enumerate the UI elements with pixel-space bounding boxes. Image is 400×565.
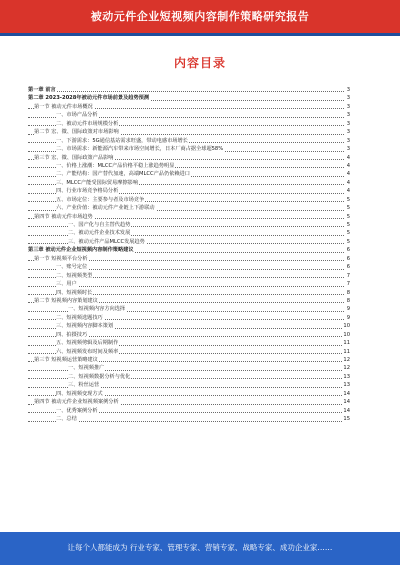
toc-entry[interactable] (28, 86, 350, 94)
toc-entry[interactable] (28, 297, 350, 305)
toc-entry-text: 一、市场产品分析 (56, 112, 98, 119)
toc-entry-page: 3 (346, 87, 350, 93)
toc-entry-page: 3 (346, 120, 350, 127)
toc-entry-page: 5 (346, 205, 350, 212)
toc-entry[interactable] (28, 187, 350, 195)
toc-entry-text: 一、优秀案例分析 (56, 407, 98, 414)
toc-entry-text: 第四节 被动元件市场趋势 (34, 213, 93, 220)
toc-heading: 内容目录 (173, 56, 226, 70)
toc-entry[interactable] (28, 280, 350, 288)
toc-entry-text: 一、国产化与自主替代趋势 (68, 222, 131, 228)
toc-entry-page: 14 (343, 399, 350, 406)
toc-entry-text: 一、短视频推广 (68, 365, 105, 372)
toc-entry-text: 三、MLCC产能受国际贸易摩擦影响 (56, 179, 139, 186)
toc-entry-page: 4 (346, 171, 350, 178)
toc-entry[interactable] (28, 322, 350, 330)
toc-entry-page: 13 (343, 382, 350, 389)
toc-entry-text: 第三章 被动元件企业短视频内容制作策略建议 (28, 247, 134, 254)
toc-entry[interactable] (28, 103, 350, 111)
toc-entry[interactable] (28, 314, 350, 322)
toc-entry-page: 4 (346, 179, 350, 186)
toc-leader-dots (28, 91, 344, 92)
page-header (0, 0, 400, 33)
toc-entry-page: 5 (346, 196, 350, 203)
toc-entry[interactable] (28, 128, 350, 136)
toc-entry-text: 第二节 短视频内容策划建议 (34, 297, 98, 304)
toc-entry-page: 3 (346, 129, 350, 136)
toc-entry-page: 12 (343, 357, 350, 363)
toc-entry[interactable] (28, 331, 350, 339)
toc-entry[interactable] (28, 221, 350, 229)
toc-entry-text: 第四节 被动元件企业短视频案例分析 (34, 399, 119, 406)
toc-entry-page: 3 (346, 103, 350, 110)
toc-entry-page: 14 (343, 407, 350, 414)
toc-entry[interactable] (28, 348, 350, 356)
toc-entry-page: 3 (346, 112, 350, 119)
toc-entry-text: 二、被动元件企业技术发展 (68, 230, 131, 237)
toc-entry[interactable] (28, 238, 350, 246)
toc-entry-text: 六、短视频发布时间及频率 (56, 348, 119, 355)
toc-entry-page: 15 (343, 416, 350, 423)
toc-entry-text: 二、产能结构：国产替代加速，高端MLCC产品仍依赖进口 (56, 171, 190, 178)
toc-entry[interactable] (28, 213, 350, 221)
toc-entry[interactable] (28, 145, 350, 153)
toc-entry-text: 二、市场需求：新能源汽车带来市场空间增长，日本厂商占据全球超58% (56, 146, 224, 153)
toc-entry[interactable] (28, 356, 350, 364)
toc-entry-text: 三、被动元件产品MLCC发展趋势 (68, 238, 145, 245)
toc-entry-page: 10 (343, 323, 350, 330)
report-title: 被动元件企业短视频内容制作策略研究报告 (90, 10, 310, 23)
toc-entry-page: 5 (346, 213, 350, 220)
toc-entry-text: 第二节 宏、微、国际政策对市场影响 (34, 129, 119, 136)
footer-slogan: 让每个人都能成为 行业专家、管理专家、营销专家、战略专家、成功企业家…… (67, 543, 333, 552)
toc-entry-text: 第一节 短视频平台分析 (34, 255, 88, 262)
toc-entry-page: 10 (343, 331, 350, 338)
toc-entry-page: 11 (343, 348, 350, 355)
toc-entry-text: 第二章 2023-2028年被动元件市场前景及趋势预测 (28, 95, 150, 102)
toc-entry-page: 6 (346, 264, 350, 271)
toc-entry-text: 四、拍摄技巧 (56, 331, 88, 338)
toc-entry[interactable] (28, 390, 350, 398)
toc-entry-page: 7 (346, 272, 350, 279)
toc-entry[interactable] (28, 398, 350, 406)
toc-entry[interactable] (28, 120, 350, 128)
toc-entry-text: 第一节 被动元件市场概况 (34, 103, 93, 110)
toc-entry[interactable] (28, 154, 350, 162)
toc-entry-page: 6 (346, 255, 350, 262)
toc-entry[interactable] (28, 407, 350, 415)
toc-entry[interactable] (28, 204, 350, 212)
toc-entry-text: 四、短视频时长 (56, 289, 93, 296)
toc-entry-page: 8 (346, 297, 350, 304)
toc-entry-page: 3 (346, 95, 350, 102)
toc-entry-text: 一、下游需求：5G通信基站需求旺盛，带动电感市场增长 (56, 137, 188, 144)
toc-entry-text: 第一章 前言 (28, 87, 56, 93)
toc-entry[interactable] (28, 255, 350, 263)
toc-entry[interactable] (28, 381, 350, 389)
toc-entry[interactable] (28, 94, 350, 102)
toc-entry-page: 5 (346, 230, 350, 237)
toc-entry-text: 四、行业市场竞争格局分析 (56, 188, 119, 195)
toc-entry-page: 14 (343, 390, 350, 397)
toc-entry-text: 二、短视频类型 (56, 272, 93, 279)
toc-entry-text: 一、账号定位 (56, 264, 88, 271)
toc-entry-page: 4 (346, 188, 350, 195)
toc-entry-page: 5 (346, 222, 350, 228)
toc-entry[interactable] (28, 162, 350, 170)
toc-entry-text: 六、产业价值：被动元件产业链上下游联动 (56, 205, 155, 212)
toc-entry-page: 9 (346, 306, 350, 313)
toc-entry-page: 5 (346, 238, 350, 245)
toc-entry-page: 8 (346, 289, 350, 296)
toc-entry-text: 第三节 短视频运营策略建议 (34, 357, 98, 363)
toc-entry-page: 7 (346, 281, 350, 288)
page-footer (0, 532, 400, 565)
table-of-contents (28, 86, 350, 424)
toc-entry-text: 二、短视频选题技巧 (56, 314, 103, 321)
toc-entry-text: 二、短视频数据分析与优化 (68, 373, 131, 380)
toc-entry[interactable] (28, 246, 350, 254)
toc-entry[interactable] (28, 289, 350, 297)
toc-entry-text: 一、短视频内容方向选择 (68, 306, 126, 313)
toc-entry-page: 11 (343, 340, 350, 347)
toc-entry-page: 6 (346, 247, 350, 254)
toc-entry-page: 13 (343, 373, 350, 380)
toc-entry[interactable] (28, 415, 350, 423)
toc-entry[interactable] (28, 272, 350, 280)
toc-entry[interactable] (28, 339, 350, 347)
toc-entry[interactable] (28, 196, 350, 204)
header-stripe (0, 33, 400, 36)
toc-entry-page: 4 (346, 162, 350, 169)
toc-entry[interactable] (28, 373, 350, 381)
toc-entry-text: 三、粉丝运营 (68, 382, 100, 389)
toc-entry[interactable] (28, 179, 350, 187)
toc-entry-text: 四、短视频变现方式 (56, 390, 103, 397)
toc-entry-text: 三、短视频内容脚本策划 (56, 323, 114, 330)
toc-entry-text: 五、短视频剪辑及后期制作 (56, 340, 119, 347)
toc-entry[interactable] (28, 263, 350, 271)
toc-entry-page: 4 (346, 154, 350, 161)
toc-entry-page: 9 (346, 314, 350, 321)
toc-entry-text: 二、被动元件市场规模分析 (56, 120, 119, 127)
toc-entry-text: 一、价格上涨潮：MLCC产品价格平稳上涨趋势明显 (56, 162, 175, 169)
toc-entry[interactable] (28, 170, 350, 178)
toc-entry-text: 第三节 宏、微、国际政策产品影响 (34, 154, 114, 161)
toc-entry[interactable] (28, 305, 350, 313)
toc-entry[interactable] (28, 111, 350, 119)
toc-entry-text: 二、总结 (56, 416, 77, 423)
toc-entry-page: 12 (343, 365, 350, 372)
toc-entry-text: 五、市场定位：主要参与者及市场竞争 (56, 196, 145, 203)
toc-entry-text: 三、用户 (56, 281, 77, 288)
toc-entry[interactable] (28, 137, 350, 145)
toc-entry[interactable] (28, 364, 350, 372)
toc-entry[interactable] (28, 229, 350, 237)
toc-entry-page: 3 (346, 146, 350, 153)
toc-entry-page: 3 (346, 137, 350, 144)
